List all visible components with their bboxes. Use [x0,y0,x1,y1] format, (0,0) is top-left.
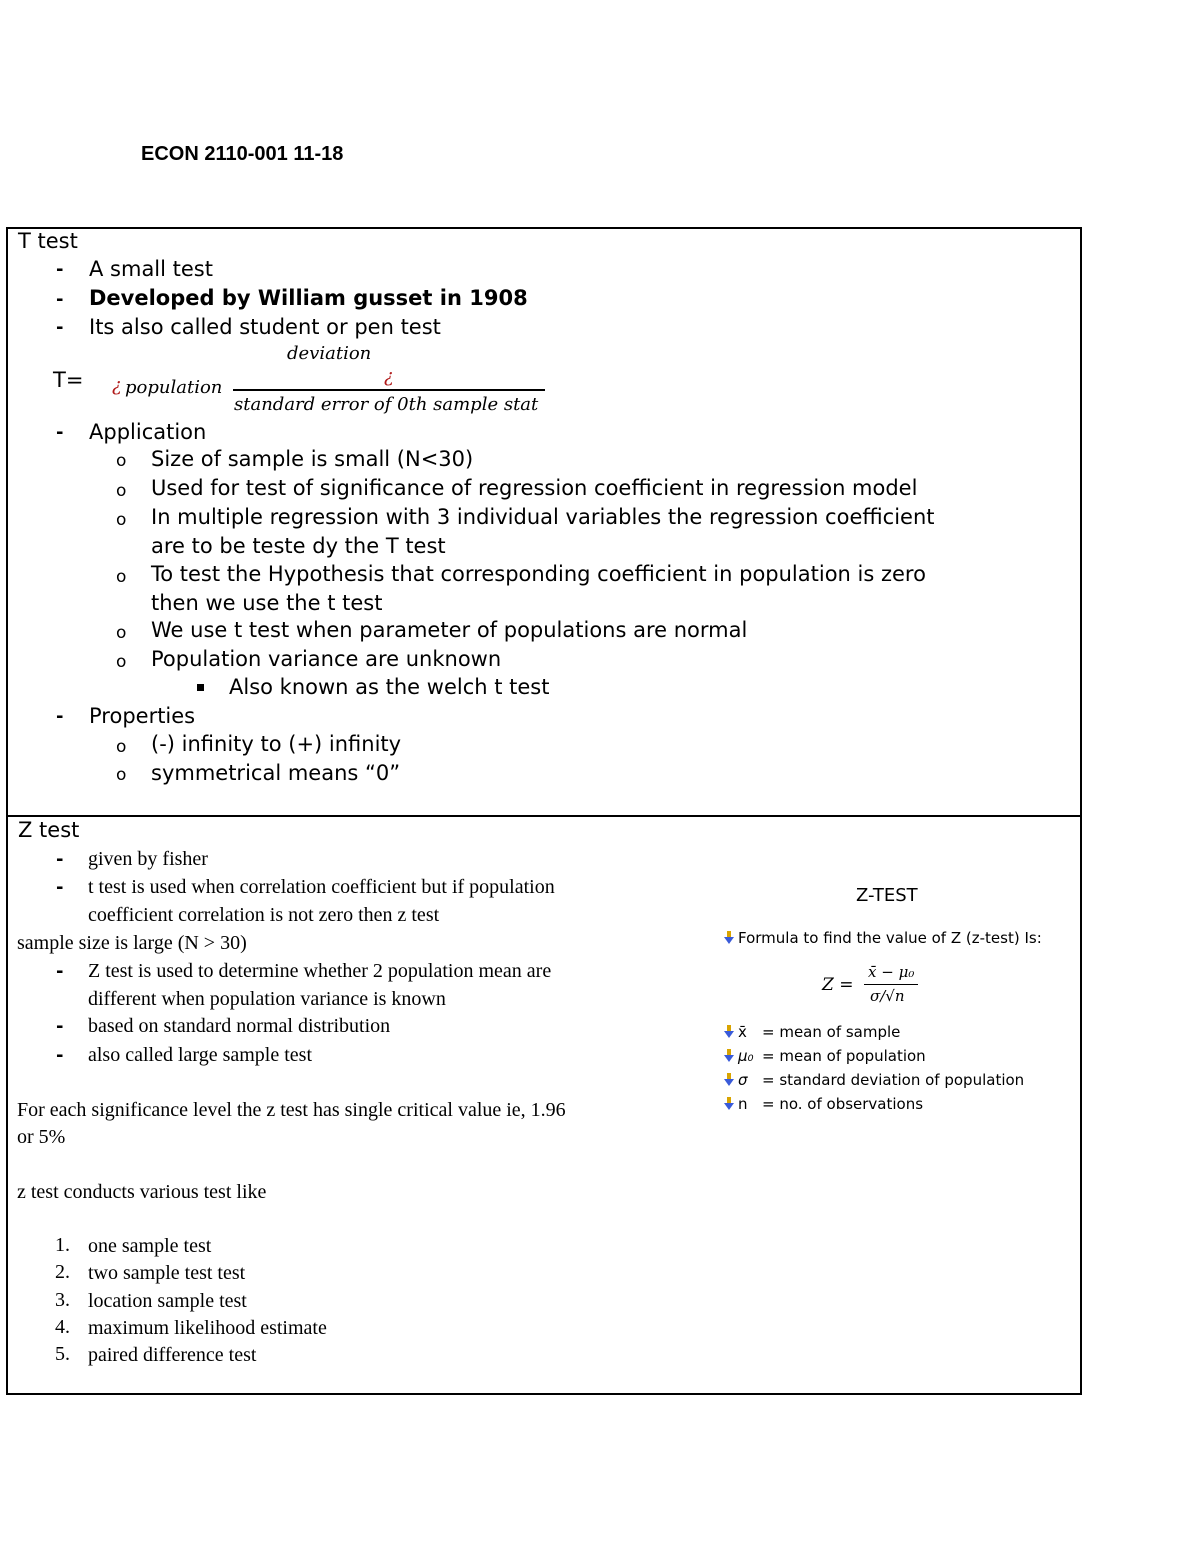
circle-bullet: o [116,567,127,587]
z-line: based on standard normal distribution [88,1015,391,1037]
arrow-bullet-icon [724,1025,734,1038]
bullet-dash: - [56,849,64,870]
formula-denominator: standard error of 0th sample stat [234,394,539,415]
circle-bullet: o [116,623,127,643]
legend-symbol: μ₀ [738,1047,754,1065]
z-line: Z test is used to determine whether 2 population mean are [88,960,552,982]
z-image-title: Z-TEST [856,885,918,906]
z-fraction-bar [864,984,918,985]
t-bullet: Developed by William gusset in 1908 [89,286,528,310]
formula-glyph: ¿ [112,375,122,396]
legend-symbol: x̄ [738,1023,747,1041]
z-line: given by fisher [88,848,208,870]
formula-lhs: T= [53,368,84,392]
t-test-heading: T test [18,229,78,253]
z-formula-lhs: Z = [822,975,854,995]
circle-bullet: o [116,510,127,530]
legend-text: = standard deviation of population [762,1071,1025,1089]
z-line: or 5% [17,1126,66,1148]
legend-symbol: n [738,1095,748,1113]
application-item-cont: then we use the t test [151,591,383,615]
z-line: coefficient correlation is not zero then z test [88,904,440,926]
formula-prefix: population [125,377,223,398]
legend-text: = mean of population [762,1047,926,1065]
properties-item: (-) infinity to (+) infinity [151,732,402,756]
arrow-bullet-icon [724,1049,734,1062]
list-number: 5. [55,1343,70,1365]
t-bullet: Its also called student or pen test [89,315,441,339]
z-formula-numerator: x̄ − μ₀ [868,963,915,981]
z-line: sample size is large (N > 30) [17,932,247,954]
application-item: Size of sample is small (N<30) [151,447,474,471]
application-subitem: Also known as the welch t test [229,675,550,699]
bullet-dash: - [56,1045,64,1066]
bullet-dash: - [56,259,64,280]
square-bullet [197,684,204,691]
z-line: also called large sample test [88,1044,312,1066]
bullet-dash: - [56,422,64,443]
bullet-dash: - [56,1016,64,1037]
numbered-item: paired difference test [88,1344,257,1366]
legend-text: = mean of sample [762,1023,901,1041]
legend-symbol: σ [738,1071,748,1089]
z-line: z test conducts various test like [17,1181,267,1203]
properties-item: symmetrical means “0” [151,761,401,785]
z-legend-item [724,1071,1024,1089]
numbered-item: location sample test [88,1290,247,1312]
properties-label: Properties [89,704,196,728]
numbered-item: one sample test [88,1235,212,1257]
circle-bullet: o [116,481,127,501]
z-legend-item [724,1095,923,1113]
numbered-item: two sample test test [88,1262,246,1284]
z-line: t test is used when correlation coefficient but if population [88,876,555,898]
application-item-cont: are to be teste dy the T test [151,534,446,558]
circle-bullet: o [116,765,127,785]
z-legend-item [724,1047,926,1065]
circle-bullet: o [116,652,127,672]
numbered-item: maximum likelihood estimate [88,1317,327,1339]
bullet-dash: - [56,317,64,338]
z-test-heading: Z test [18,818,80,842]
application-item: In multiple regression with 3 individual variables the regression coefficient [151,505,935,529]
arrow-bullet-icon [724,931,734,944]
fraction-bar [233,389,545,391]
t-bullet: A small test [89,257,213,281]
t-test-section [6,227,1082,817]
arrow-bullet-icon [724,1097,734,1110]
bullet-dash: - [56,877,64,898]
list-number: 3. [55,1289,70,1311]
document-title: ECON 2110-001 11-18 [141,143,344,165]
z-line: different when population variance is known [88,988,446,1010]
legend-text: = no. of observations [762,1095,924,1113]
list-number: 1. [55,1234,70,1256]
application-item: We use t test when parameter of populations are normal [151,618,748,642]
list-number: 2. [55,1261,70,1283]
z-image-intro [724,929,1042,947]
bullet-dash: - [56,289,64,310]
z-image-intro-text: Formula to find the value of Z (z-test) Is: [738,929,1042,947]
arrow-bullet-icon [724,1073,734,1086]
circle-bullet: o [116,737,127,757]
application-label: Application [89,420,207,444]
bullet-dash: - [56,961,64,982]
application-item: Used for test of significance of regression coefficient in regression model [151,476,918,500]
list-number: 4. [55,1316,70,1338]
bullet-dash: - [56,706,64,727]
formula-numerator-top: deviation [287,343,372,364]
formula-numerator-glyph: ¿ [384,366,394,387]
z-line: For each significance level the z test has single critical value ie, 1.96 [17,1099,566,1121]
application-item: Population variance are unknown [151,647,502,671]
z-legend-item [724,1023,900,1041]
z-formula-denominator: σ/√n [870,987,905,1005]
z-test-section [6,815,1082,1395]
application-item: To test the Hypothesis that corresponding coefficient in population is zero [151,562,926,586]
circle-bullet: o [116,451,127,471]
